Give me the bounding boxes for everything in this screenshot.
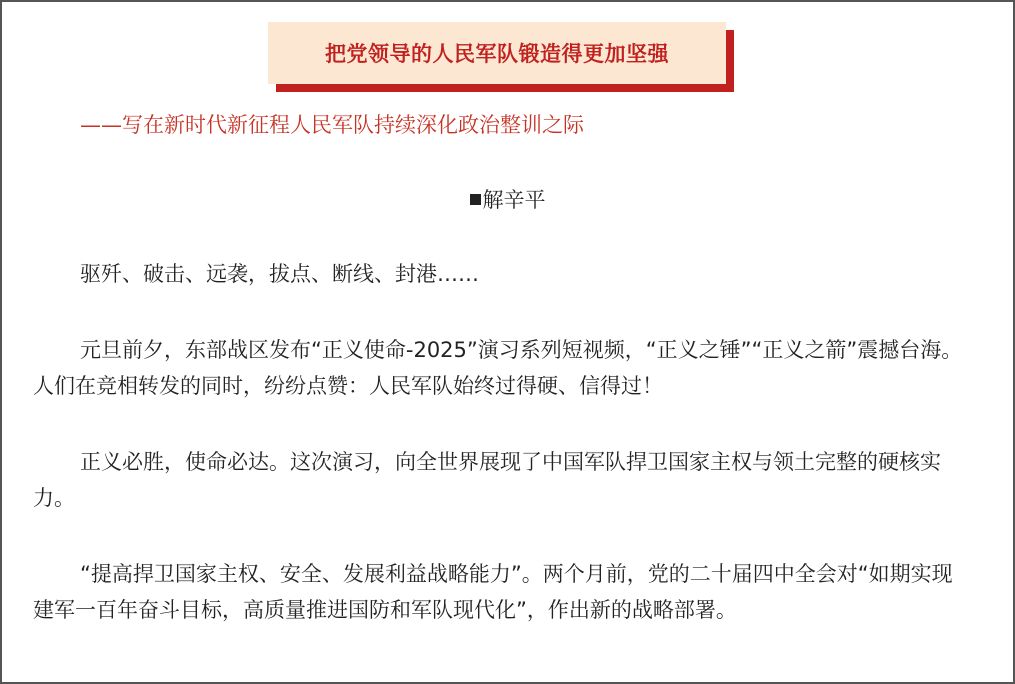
article-subtitle: ——写在新时代新征程人民军队持续深化政治整训之际 <box>80 113 584 137</box>
title-banner-box <box>268 22 726 84</box>
title-banner <box>268 22 734 92</box>
paragraph: 元旦前夕，东部战区发布“正义使命-2025”演习系列短视频，“正义之锤”“正义之箭”震撼台海。人们在竞相转发的同时，纷纷点赞：人民军队始终过得硬、信得过！ <box>33 338 963 398</box>
article-title: 把党领导的人民军队锻造得更加坚强 <box>325 42 669 66</box>
paragraph: 驱歼、破击、远袭，拔点、断线、封港…… <box>80 262 479 286</box>
author-name: 解辛平 <box>482 188 546 212</box>
paragraph: 正义必胜，使命必达。这次演习，向全世界展现了中国军队捍卫国家主权与领土完整的硬核实力。 <box>33 450 941 510</box>
paragraph: “提高捍卫国家主权、安全、发展利益战略能力”。两个月前，党的二十届四中全会对“如期实现建军一百年奋斗目标，高质量推进国防和军队现代化”，作出新的战略部署。 <box>33 562 953 622</box>
author-line <box>0 184 1015 214</box>
author-bullet-icon <box>470 194 481 205</box>
